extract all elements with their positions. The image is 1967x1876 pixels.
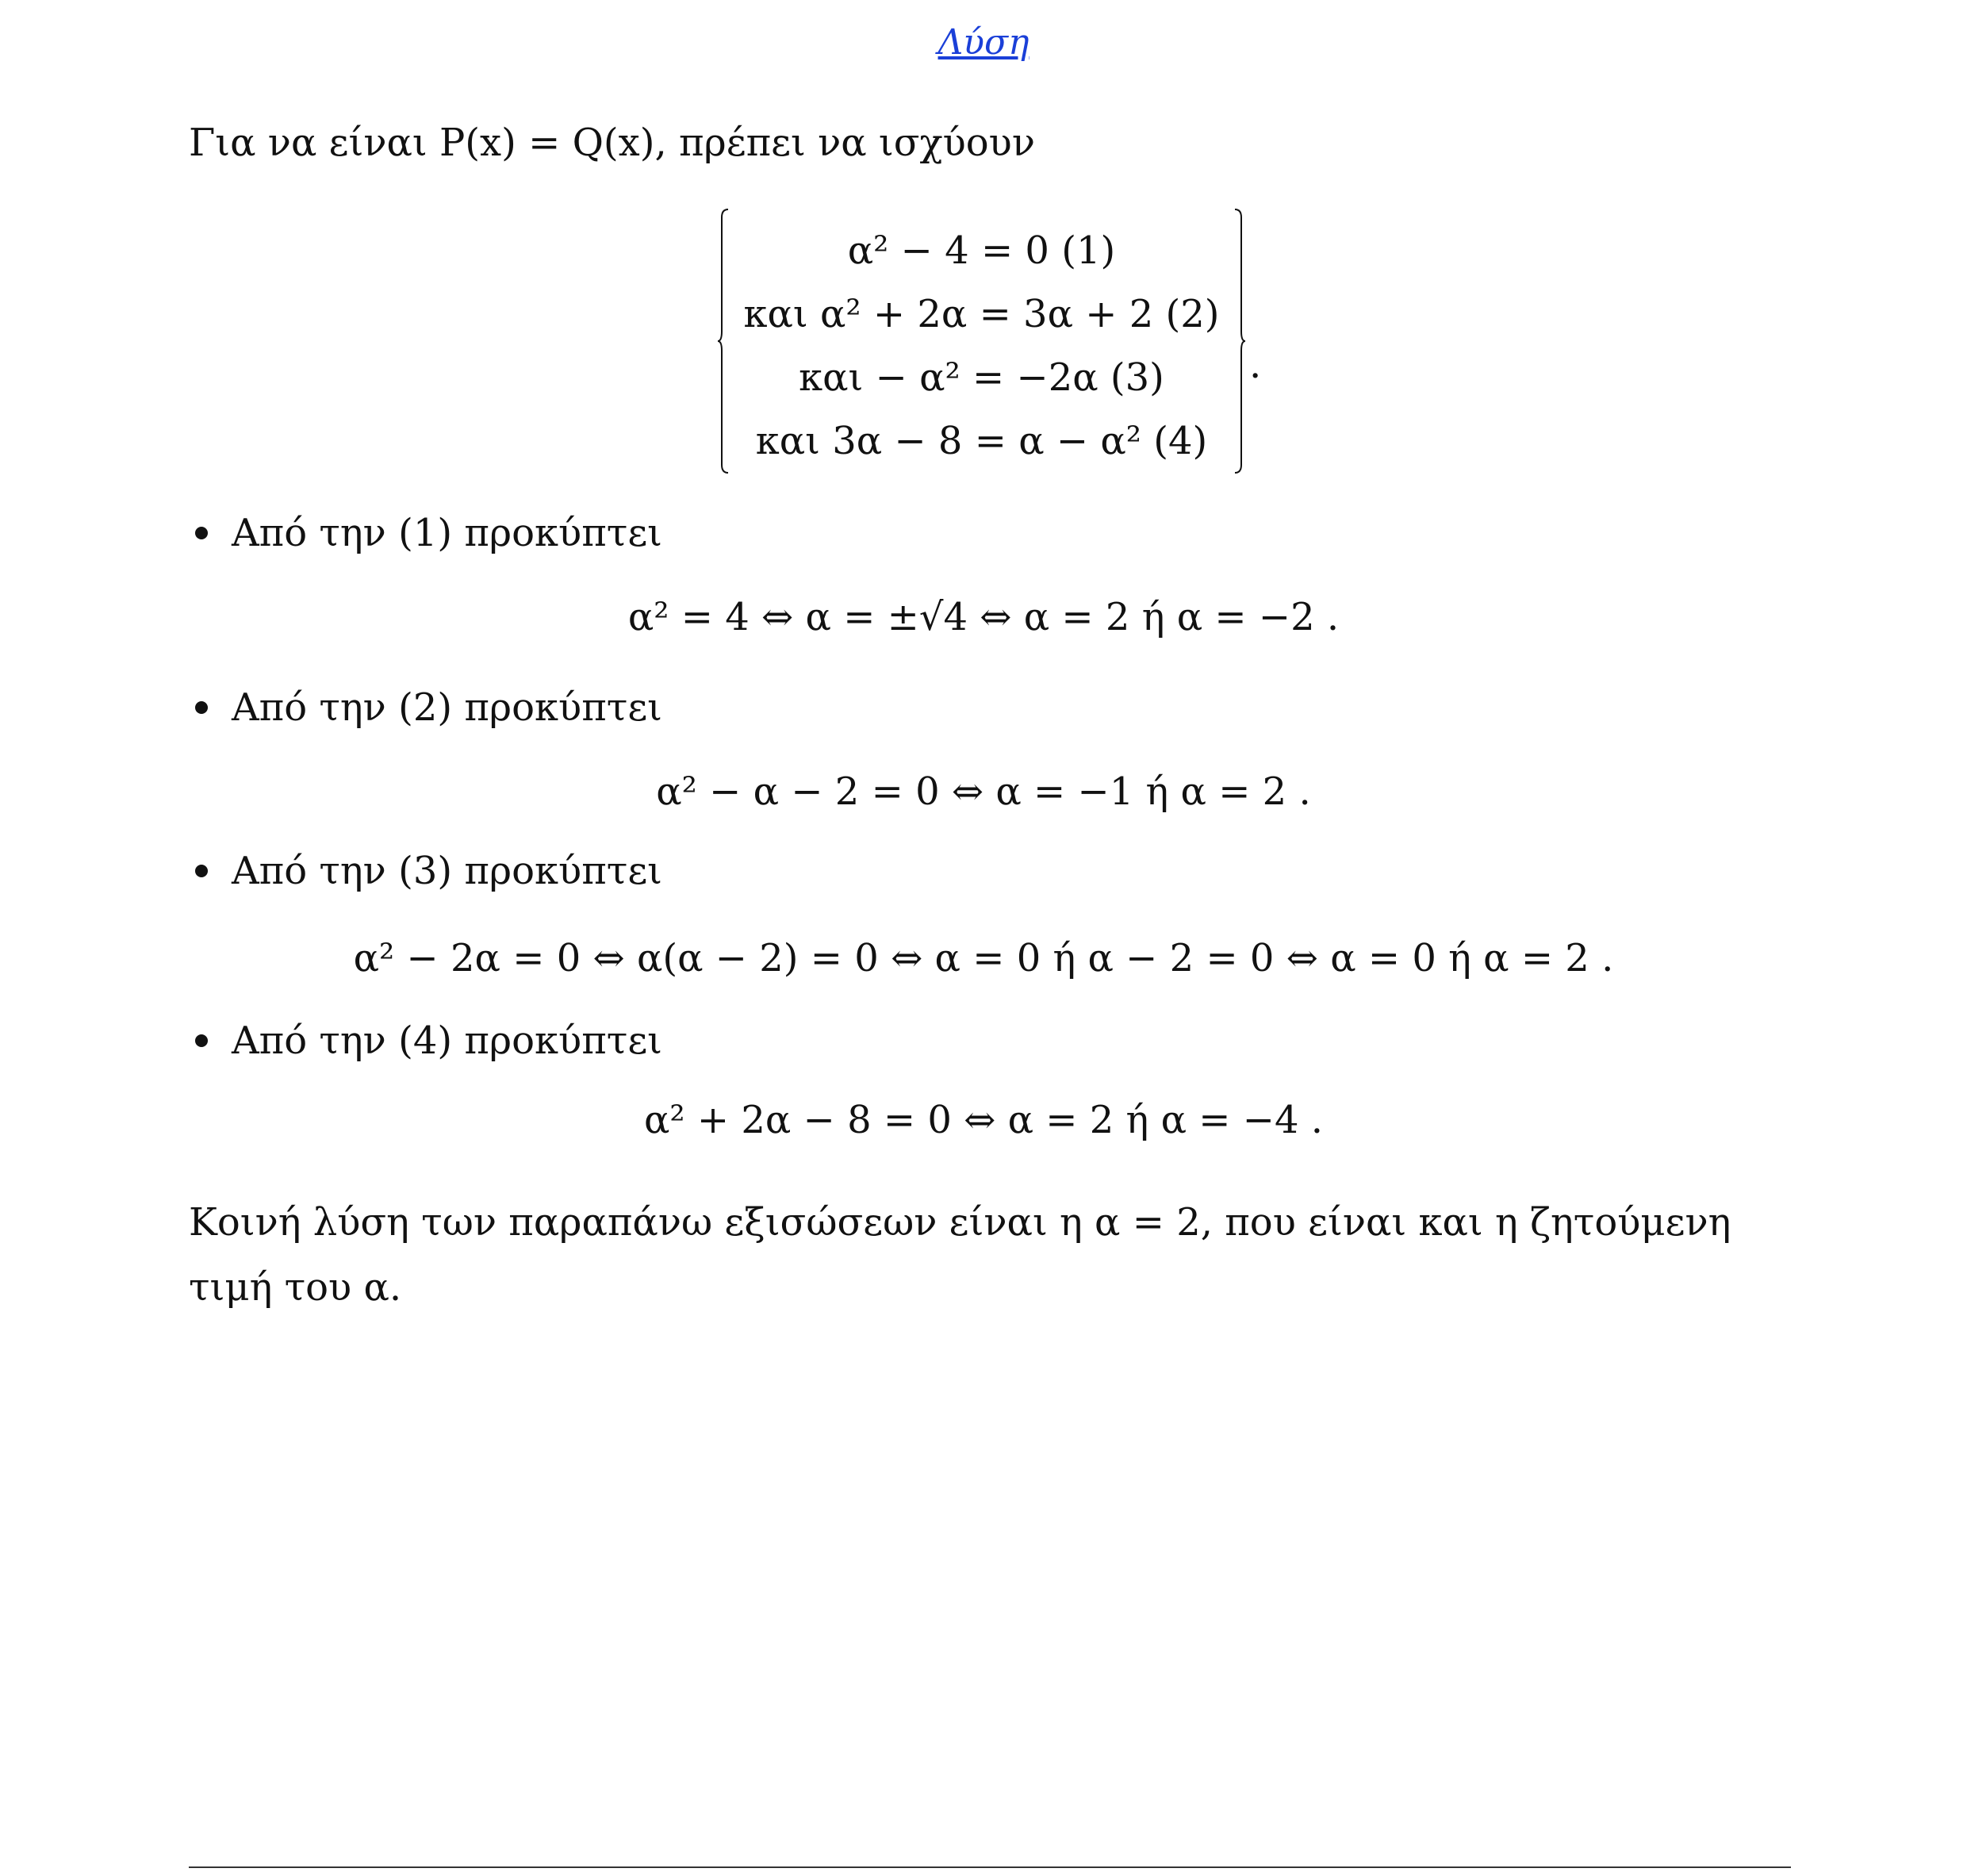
- bullet-item-1: [189, 501, 662, 565]
- conclusion-text: Κοινή λύση των παραπάνω εξισώσεων είναι η α = 2, που είναι και η ζητούμενη τιμή του α.: [189, 1200, 1731, 1310]
- system-rows: [734, 219, 1229, 473]
- bullet-icon: [195, 527, 208, 539]
- bullet-equation-1: α² = 4 ⇔ α = ±√4 ⇔ α = 2 ή α = −2 .: [627, 595, 1340, 639]
- bullet-label-1: Από την (1) προκύπτει: [232, 511, 662, 555]
- bullet-item-3: [189, 839, 662, 903]
- equation-system: [718, 208, 1262, 478]
- solution-title-link[interactable]: Λύση: [937, 22, 1030, 63]
- system-row-1: α² − 4 = 0 (1): [847, 228, 1116, 273]
- system-row-3: και − α² = −2α (3): [799, 355, 1164, 400]
- system-row-4: και 3α − 8 = α − α² (4): [755, 419, 1208, 463]
- bullet-equation-2: α² − α − 2 = 0 ⇔ α = −1 ή α = 2 .: [656, 769, 1311, 814]
- bullet-label-3: Από την (3) προκύπτει: [232, 849, 662, 893]
- system-end-dot: .: [1249, 343, 1262, 387]
- footer-divider: [189, 1866, 1791, 1868]
- bullet-item-4: [189, 1009, 662, 1072]
- bullet-label-4: Από την (4) προκύπτει: [232, 1019, 662, 1063]
- bullet-equation-3: α² − 2α = 0 ⇔ α(α − 2) = 0 ⇔ α = 0 ή α − 2 = 0 ⇔ α = 0 ή α = 2 .: [353, 936, 1614, 980]
- bullet-equation-4: α² + 2α − 8 = 0 ⇔ α = 2 ή α = −4 .: [643, 1098, 1323, 1142]
- right-brace: [1234, 208, 1245, 474]
- bullet-label-2: Από την (2) προκύπτει: [232, 685, 662, 730]
- bullet-icon: [195, 701, 208, 714]
- intro-text: Για να είναι P(x) = Q(x), πρέπει να ισχύουν: [189, 121, 1036, 165]
- left-brace: [718, 208, 729, 474]
- bullet-icon: [195, 865, 208, 877]
- bullet-icon: [195, 1034, 208, 1047]
- system-row-2: και α² + 2α = 3α + 2 (2): [743, 292, 1220, 336]
- bullet-item-2: [189, 676, 662, 739]
